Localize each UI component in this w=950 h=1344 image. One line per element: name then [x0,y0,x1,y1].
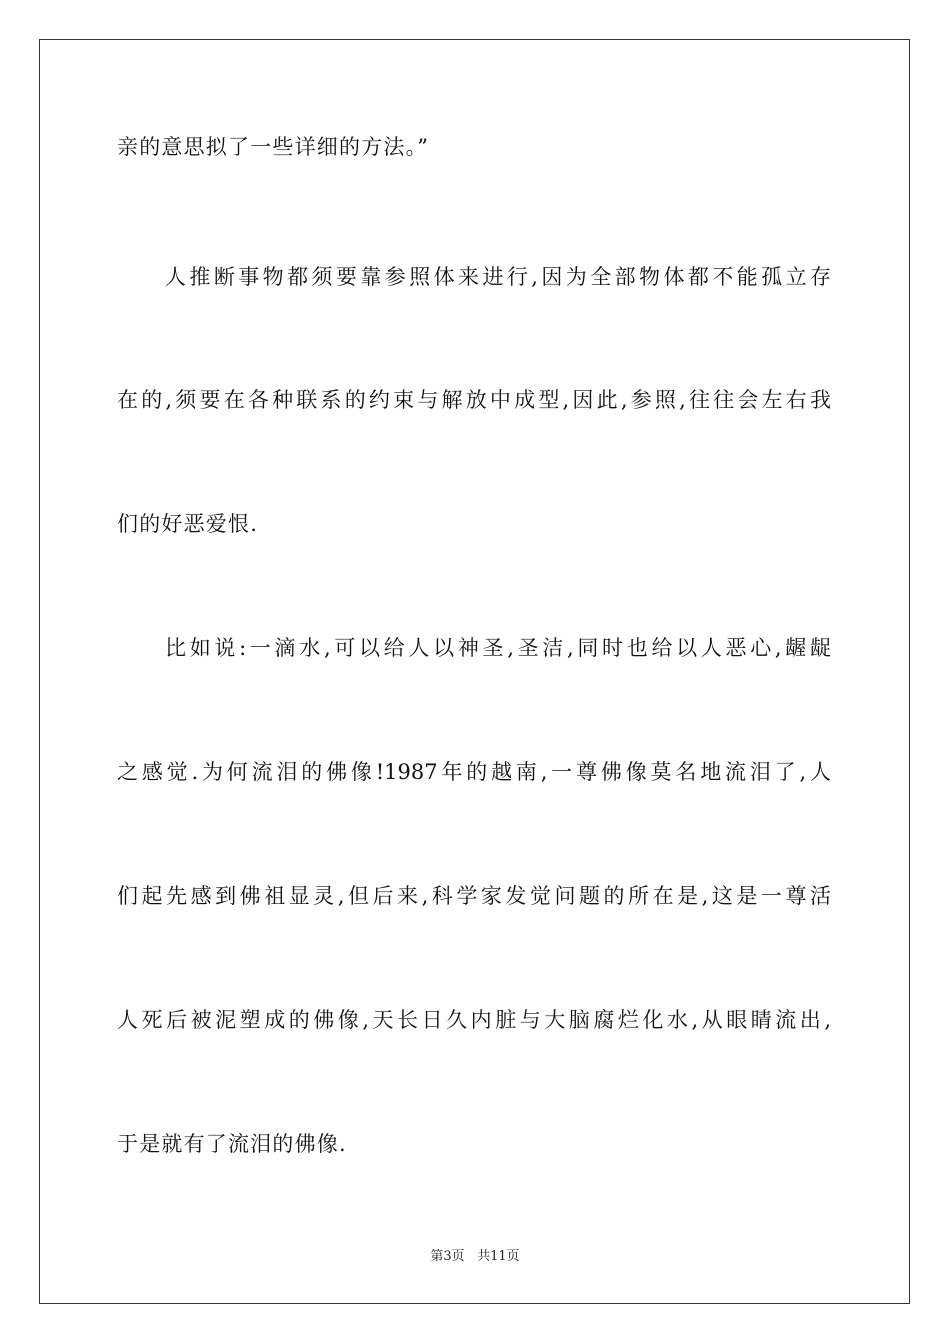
paragraph-line: 人死后被泥塑成的佛像,天长日久内脏与大脑腐烂化水,从眼睛流出, [117,1008,831,1032]
paragraph-line: 们的好恶爱恨. [117,512,259,536]
paragraph-line: 在的,须要在各种联系的约束与解放中成型,因此,参照,往往会左右我 [117,388,831,412]
total-pages: 共11页 [477,1249,520,1264]
paragraph-line: 人推断事物都须要靠参照体来进行,因为全部物体都不能孤立存 [165,265,831,289]
page-footer [0,1248,950,1266]
paragraph-line: 于是就有了流泪的佛像. [117,1132,347,1156]
paragraph-line: 比如说:一滴水,可以给人以神圣,圣洁,同时也给以人恶心,龌龊 [165,636,831,660]
paragraph-line: 之感觉.为何流泪的佛像!1987年的越南,一尊佛像莫名地流泪了,人 [117,760,831,784]
paragraph-line: 们起先感到佛祖显灵,但后来,科学家发觉问题的所在是,这是一尊活 [117,884,831,908]
page-number: 第3页 [430,1249,465,1264]
paragraph-line: 亲的意思拟了一些详细的方法。” [117,135,430,159]
page-border [39,39,910,1304]
